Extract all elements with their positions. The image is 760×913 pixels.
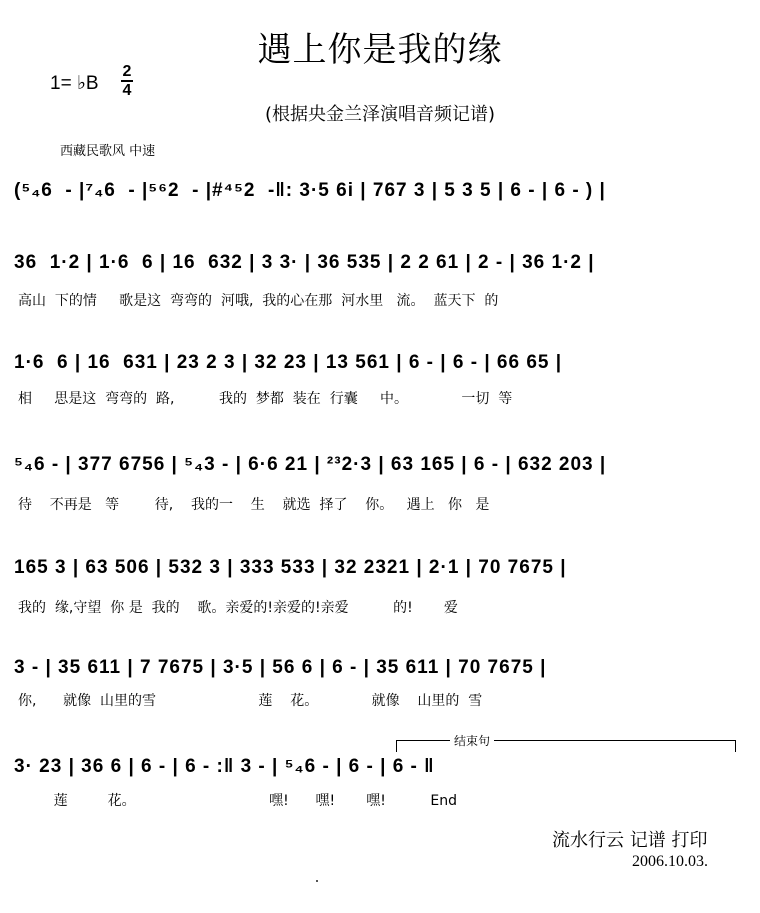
transcriber-credit: 流水行云 记谱 打印	[552, 830, 708, 851]
ending-bracket	[396, 740, 736, 741]
time-signature-bottom: 4	[122, 82, 132, 99]
system-3-lyrics: 相 思是这 弯弯的 路, 我的 梦都 装在 行囊 中。 一切 等	[18, 391, 513, 407]
transcription-date: 2006.10.03.	[632, 853, 708, 870]
key-signature: 1= ♭B	[50, 73, 99, 94]
ending-label: 结束句	[450, 732, 494, 749]
style-tempo: 西藏民歌风 中速	[60, 144, 156, 159]
system-6-notes: 3 - | 35 611 | 7 7675 | 3·5 | 56 6 | 6 - | 35 611 | 70 7675 |	[14, 657, 547, 678]
time-signature	[121, 64, 133, 98]
system-7-notes: 3· 23 | 36 6 | 6 - | 6 - :‖ 3 - | ⁵₄6 - | 6 - | 6 - ‖	[14, 756, 435, 777]
system-2-lyrics: 高山 下的情 歌是这 弯弯的 河哦, 我的心在那 河水里 流。 蓝天下 的	[18, 293, 499, 309]
system-3-notes: 1·6 6 | 16 631 | 23 2 3 | 32 23 | 13 561 | 6 - | 6 - | 66 65 |	[14, 352, 563, 373]
time-signature-top: 2	[122, 63, 132, 80]
system-4-lyrics: 待 不再是 等 待, 我的一 生 就选 择了 你。 遇上 你 是	[18, 497, 490, 513]
ending-bracket-left-tick	[396, 740, 397, 752]
scan-speck	[316, 880, 318, 882]
system-7-lyrics: 莲 花。 嘿! 嘿! 嘿! End	[18, 793, 457, 809]
system-5-notes: 165 3 | 63 506 | 532 3 | 333 533 | 32 2321 | 2·1 | 70 7675 |	[14, 557, 567, 578]
system-1-notes: (⁵₄6 - |⁷₄6 - |⁵⁶2 - |#⁴⁵2 -‖: 3·5 6i | 767 3 | 5 3 5 | 6 - | 6 - ) |	[14, 180, 606, 201]
system-6-lyrics: 你, 就像 山里的雪 莲 花。 就像 山里的 雪	[18, 693, 483, 709]
song-title: 遇上你是我的缘	[257, 30, 503, 70]
transcription-note: (根据央金兰泽演唱音频记谱)	[264, 104, 496, 125]
ending-bracket-right-tick	[735, 740, 736, 752]
system-5-lyrics: 我的 缘,守望 你 是 我的 歌。亲爱的!亲爱的!亲爱 的! 爱	[18, 600, 458, 616]
system-4-notes: ⁵₄6 - | 377 6756 | ⁵₄3 - | 6·6 21 | ²³2·3 | 63 165 | 6 - | 632 203 |	[14, 454, 607, 475]
system-2-notes: 36 1·2 | 1·6 6 | 16 632 | 3 3· | 36 535 | 2 2 61 | 2 - | 36 1·2 |	[14, 252, 595, 273]
